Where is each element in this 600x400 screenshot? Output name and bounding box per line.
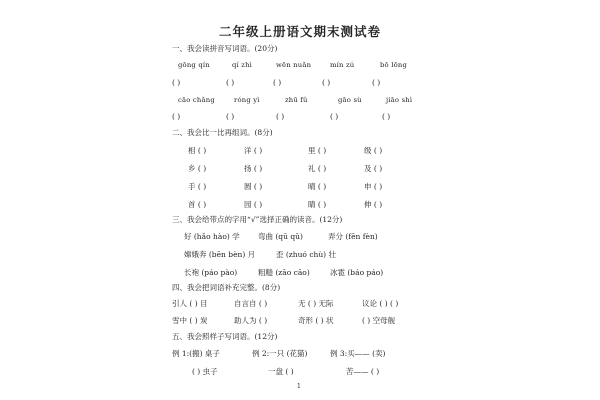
reading-1-1[interactable]: 好 (hǎo hào) 学 <box>184 232 240 241</box>
example-3: 例 3:买—— (卖) <box>330 349 386 358</box>
answer-3[interactable]: 苦—— ( ) <box>346 367 380 376</box>
compare-r4-c3[interactable]: 睛 ( ) <box>308 200 327 209</box>
section-4-heading: 四、我会把词语补充完整。(8分) <box>172 283 281 292</box>
blank-1-2[interactable]: ( ) <box>226 78 235 87</box>
compare-r3-c4[interactable]: 申 ( ) <box>364 182 383 191</box>
pinyin-1-2: qí zhì <box>232 61 253 69</box>
reading-2-1[interactable]: 嫦娥奔 (bēn bèn) 月 <box>184 250 256 259</box>
reading-3-1[interactable]: 长袍 (páo pào) <box>184 268 238 277</box>
compare-r2-c1[interactable]: 乡 ( ) <box>188 164 207 173</box>
blank-1-3[interactable]: ( ) <box>273 78 282 87</box>
answer-2[interactable]: 一盘 ( ) <box>268 367 294 376</box>
section-5-heading: 五、我会照样子写词语。(12分) <box>172 332 278 341</box>
idiom-1-4[interactable]: 议论 ( ) ( ) <box>362 299 399 308</box>
compare-r3-c1[interactable]: 手 ( ) <box>188 182 207 191</box>
blank-2-3[interactable]: ( ) <box>276 112 285 121</box>
pinyin-2-1: cāo chǎng <box>178 96 215 104</box>
reading-1-3[interactable]: 弄分 (fēn fèn) <box>328 232 378 241</box>
pinyin-2-5: jiāo shì <box>386 96 413 104</box>
reading-1-2[interactable]: 弯曲 (qū qǔ) <box>258 232 303 241</box>
pinyin-2-2: róng yì <box>234 96 260 104</box>
compare-r1-c1[interactable]: 相 ( ) <box>188 146 207 155</box>
answer-1[interactable]: ( ) 虫子 <box>192 367 218 376</box>
idiom-1-2[interactable]: 自言自 ( ) <box>234 299 268 308</box>
pinyin-1-1: gōng qín <box>178 61 210 69</box>
compare-r4-c1[interactable]: 首 ( ) <box>188 200 207 209</box>
compare-r1-c4[interactable]: 级 ( ) <box>364 146 383 155</box>
reading-2-2[interactable]: 歪 (zhuó chù) 壮 <box>276 250 336 259</box>
compare-r3-c2[interactable]: 圆 ( ) <box>244 182 263 191</box>
compare-r2-c4[interactable]: 及 ( ) <box>364 164 383 173</box>
idiom-2-4[interactable]: ( ) 空母舰 <box>362 316 396 325</box>
pinyin-1-5: bō lōng <box>380 61 407 69</box>
page-number: 1 <box>297 383 301 390</box>
blank-2-4[interactable]: ( ) <box>330 112 339 121</box>
example-2: 例 2:一只 (花猫) <box>252 349 308 358</box>
blank-2-2[interactable]: ( ) <box>226 112 235 121</box>
idiom-2-2[interactable]: 助人为 ( ) <box>234 316 268 325</box>
compare-r4-c4[interactable]: 伸 ( ) <box>364 200 383 209</box>
compare-r4-c2[interactable]: 园 ( ) <box>244 200 263 209</box>
idiom-2-3[interactable]: 奇形 ( ) 状 <box>298 316 334 325</box>
idiom-1-3[interactable]: 无 ( ) 无际 <box>298 299 334 308</box>
compare-r1-c3[interactable]: 里 ( ) <box>308 146 327 155</box>
reading-3-2[interactable]: 粗糙 (zāo cāo) <box>258 268 310 277</box>
idiom-2-1[interactable]: 雪中 ( ) 炭 <box>172 316 208 325</box>
pinyin-2-4: gāo sù <box>338 96 362 104</box>
example-1: 例 1:(搬) 桌子 <box>172 349 220 358</box>
blank-1-5[interactable]: ( ) <box>372 78 381 87</box>
pinyin-2-3: zhū fǔ <box>285 96 308 104</box>
reading-3-3[interactable]: 冰雹 (báo páo) <box>330 268 384 277</box>
compare-r2-c3[interactable]: 礼 ( ) <box>308 164 327 173</box>
pinyin-1-4: mín zú <box>330 61 355 69</box>
page-title: 二年级上册语文期末测试卷 <box>218 24 381 39</box>
blank-2-5[interactable]: ( ) <box>382 112 391 121</box>
section-3-heading: 三、我会给带点的字用“√”选择正确的读音。(12分) <box>172 215 343 224</box>
section-2-heading: 二、我会比一比再组词。(8分) <box>172 128 273 137</box>
compare-r3-c3[interactable]: 晴 ( ) <box>308 182 327 191</box>
blank-1-4[interactable]: ( ) <box>322 78 331 87</box>
compare-r2-c2[interactable]: 扬 ( ) <box>244 164 263 173</box>
section-1-heading: 一、我会读拼音写词语。(20分) <box>172 44 278 53</box>
pinyin-1-3: wēn nuǎn <box>276 61 312 69</box>
compare-r1-c2[interactable]: 洋 ( ) <box>244 146 263 155</box>
blank-1-1[interactable]: ( ) <box>172 78 181 87</box>
idiom-1-1[interactable]: 引人 ( ) 目 <box>172 299 208 308</box>
blank-2-1[interactable]: ( ) <box>172 112 181 121</box>
